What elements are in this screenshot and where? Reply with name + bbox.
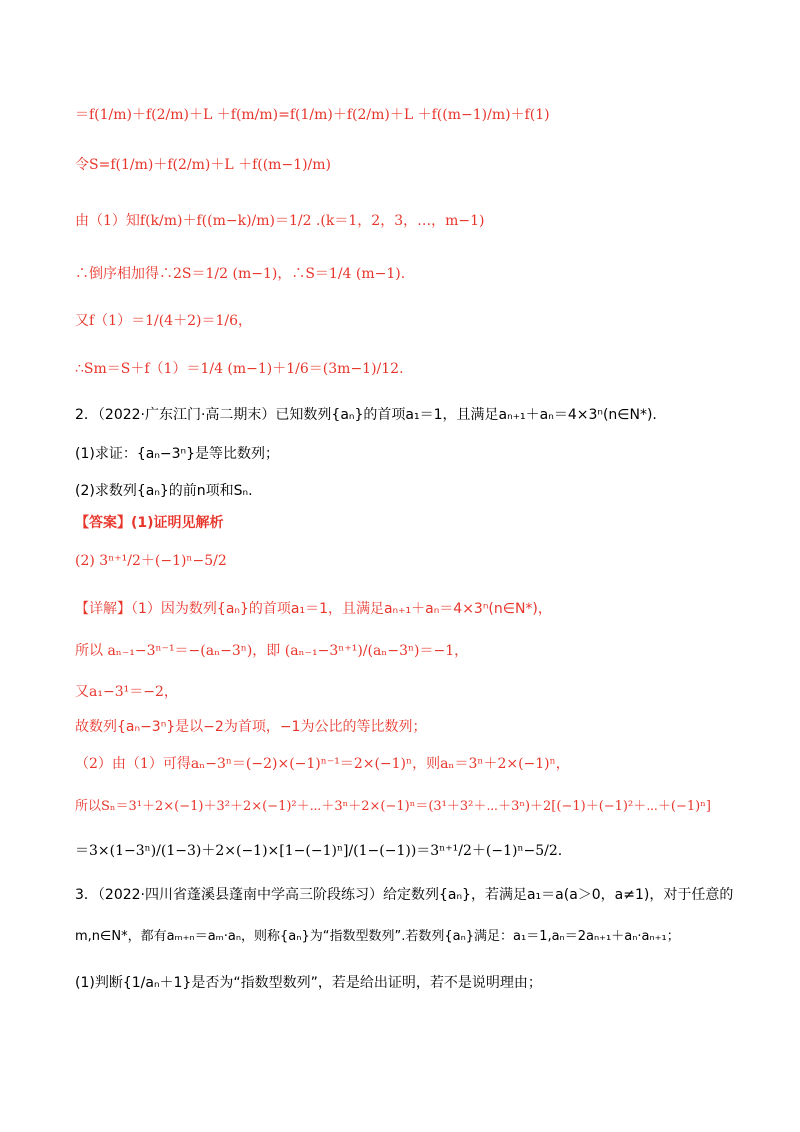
answer-part1: 【答案】(1)证明见解析 [75,515,224,531]
detail-line-5: （2）由（1）可得aₙ−3ⁿ＝(−2)×(−1)ⁿ⁻¹＝2×(−1)ⁿ，则aₙ＝3ⁿ＋2×(−1)ⁿ， [75,756,570,772]
sm-result-line: ∴Sm＝S＋f（1）＝1/4 (m−1)＋1/6＝(3m−1)/12. [75,361,404,377]
reverse-add-line: ∴倒序相加得∴2S＝1/2 (m−1)，∴S＝1/4 (m−1). [75,266,406,282]
detail-line-3: 又a₁−3¹＝−2， [75,684,178,700]
from-part1-line: 由（1）知f(k/m)＋f((m−k)/m)＝1/2 .(k＝1，2，3，…，m−1) [75,213,485,229]
eq-sum-rewrite: ＝f(1/m)＋f(2/m)＋L ＋f(m/m)=f(1/m)＋f(2/m)＋L ＋f((m−1)/m)＋f(1) [75,107,550,123]
detail-line-2: 所以 aₙ₋₁−3ⁿ⁻¹＝−(aₙ−3ⁿ)，即 (aₙ₋₁−3ⁿ⁺¹)/(aₙ−3ⁿ)＝−1， [75,643,469,659]
detail-line-1: 【详解】（1）因为数列{aₙ}的首项a₁＝1，且满足aₙ₊₁＋aₙ＝4×3ⁿ(n∈N*)， [75,601,552,617]
q2-part2: (2)求数列{aₙ}的前n项和Sₙ. [75,483,253,499]
f1-value-line: 又f（1）＝1/(4＋2)＝1/6， [75,313,252,329]
q3-stem-line-2: m,n∈N*，都有aₘ₊ₙ＝aₘ·aₙ，则称{aₙ}为“指数型数列”.若数列{aₙ}满足：a₁＝1,aₙ＝2aₙ₊₁＋aₙ·aₙ₊₁； [75,929,680,944]
detail-line-6: 所以Sₙ＝3¹＋2×(−1)＋3²＋2×(−1)²＋⋯＋3ⁿ＋2×(−1)ⁿ＝(3¹＋3²＋⋯＋3ⁿ)＋2[(−1)＋(−1)²＋⋯＋(−1)ⁿ] [75,799,711,814]
q3-part1: (1)判断{1/aₙ＋1}是否为“指数型数列”，若是给出证明，若不是说明理由； [75,975,542,991]
q2-stem: 2．（2022·广东江门·高二期末）已知数列{aₙ}的首项a₁＝1，且满足aₙ₊₁＋aₙ＝4×3ⁿ(n∈N*). [75,407,657,423]
let-s-line: 令S=f(1/m)＋f(2/m)＋L ＋f((m−1)/m) [75,157,332,173]
q2-part1: (1)求证：{aₙ−3ⁿ}是等比数列； [75,446,280,462]
detail-line-7: ＝3×(1−3ⁿ)/(1−3)＋2×(−1)×[1−(−1)ⁿ]/(1−(−1))＝3ⁿ⁺¹/2＋(−1)ⁿ−5/2. [75,843,563,859]
q3-stem-line-1: 3．（2022·四川省蓬溪县蓬南中学高三阶段练习）给定数列{aₙ}，若满足a₁＝a(a＞0，a≠1)，对于任意的 [75,887,734,903]
detail-line-4: 故数列{aₙ−3ⁿ}是以−2为首项，−1为公比的等比数列； [75,719,427,735]
answer-part2: (2) 3ⁿ⁺¹/2＋(−1)ⁿ−5/2 [75,553,227,569]
